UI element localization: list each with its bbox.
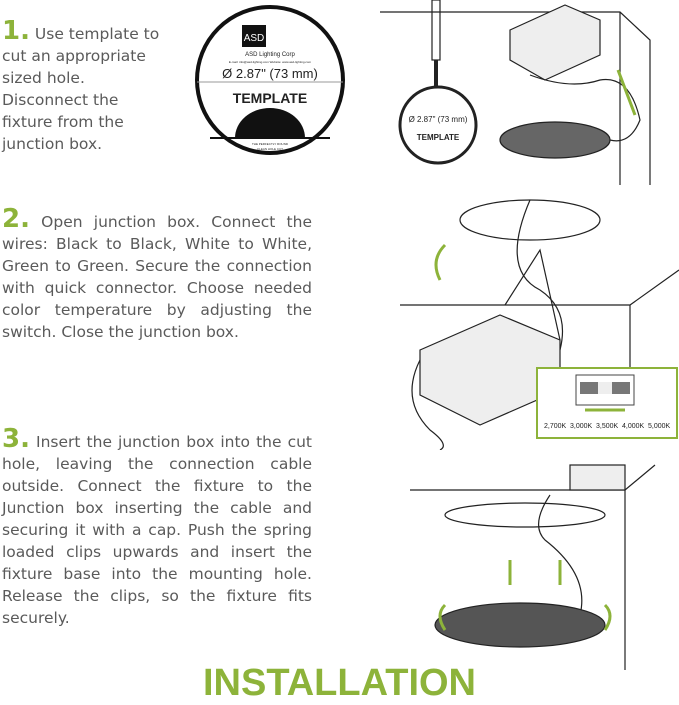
svg-text:2,700K: 2,700K [544, 423, 567, 430]
page-title: INSTALLATION [203, 662, 476, 704]
step-2: 2. Open junction box. Connect the wires: Black to Black, White to White, Green to Green. Secure the connection with quick connector. Choose needed color temperature by adjusting the switch. Close the junction box. [2, 204, 312, 341]
svg-text:ASD Lighting Corp: ASD Lighting Corp [245, 52, 295, 58]
svg-text:3,500K: 3,500K [596, 423, 619, 430]
step1-illustration [380, 0, 679, 190]
svg-text:5,000K: 5,000K [648, 423, 671, 430]
svg-text:E-mail: info@asd-lighting.com: E-mail: info@asd-lighting.com Website: www.asd-lighting.com [228, 60, 312, 64]
svg-text:CLEAN HOLE CUT: CLEAN HOLE CUT [256, 147, 284, 151]
svg-text:TEMPLATE: TEMPLATE [416, 133, 460, 142]
svg-text:4,000K: 4,000K [622, 423, 645, 430]
template-image [180, 0, 360, 160]
step2-illustration [400, 190, 679, 450]
svg-text:TEMPLATE: TEMPLATE [232, 90, 308, 106]
svg-text:Ø 2.87" (73 mm): Ø 2.87" (73 mm) [222, 66, 318, 81]
logo: ASD [243, 33, 265, 44]
step3-illustration [410, 455, 679, 670]
svg-text:THE PERFECTLY ROUND: THE PERFECTLY ROUND [251, 142, 289, 146]
step-3: 3. Insert the junction box into the cut hole, leaving the connection cable outside. Connect the fixture to the Junction box inserting the cable and securing it with a cap. Push the spring loaded clips upwards and insert the fixture base into the mounting hole. Release the clips, so the fixture fits securely. [2, 424, 312, 627]
svg-text:Ø 2.87" (73 mm): Ø 2.87" (73 mm) [408, 115, 468, 124]
svg-text:3,000K: 3,000K [570, 423, 593, 430]
arrow-icon [436, 245, 445, 280]
step-1: 1. Use template to cut an appropriate sized hole. Disconnect the fixture from the junction box. [2, 16, 160, 153]
